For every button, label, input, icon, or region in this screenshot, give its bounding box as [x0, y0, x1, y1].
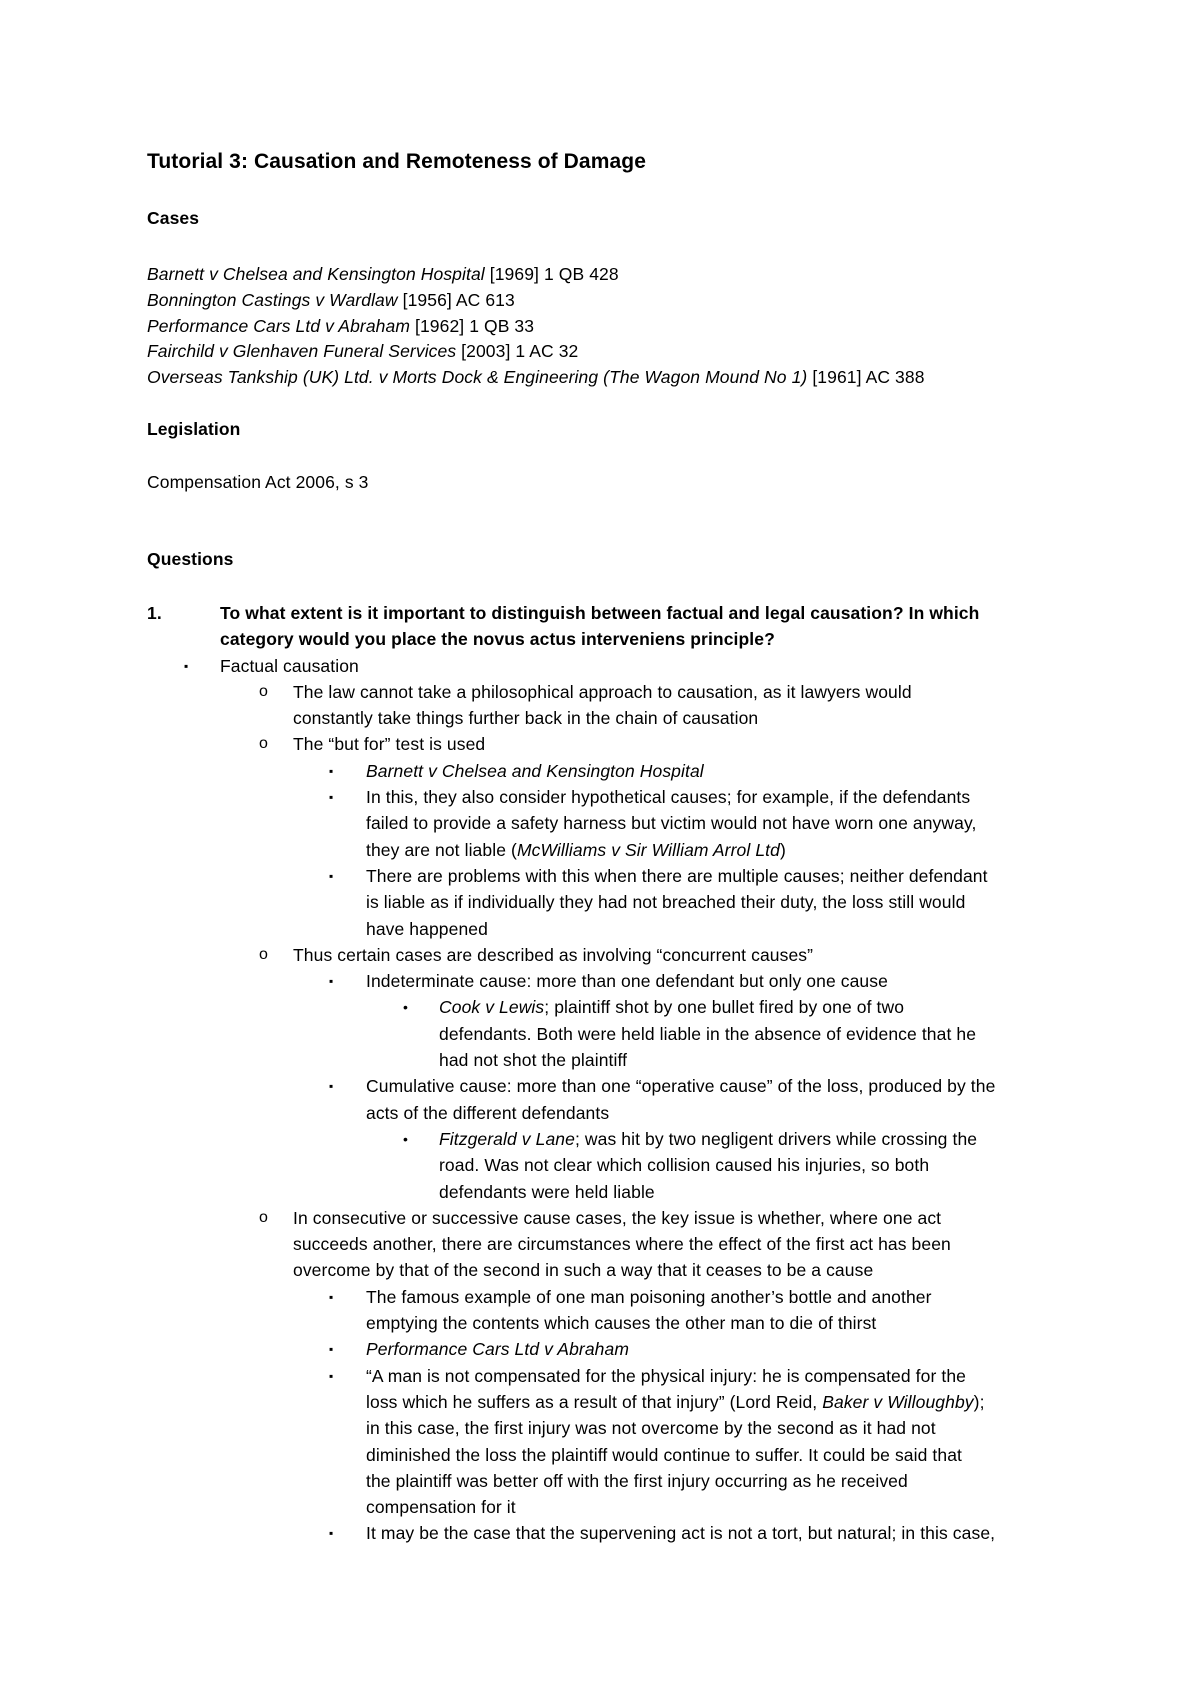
- question-text: category would you place the novus actus interveniens principle?: [220, 629, 775, 650]
- list-item-continuation: [147, 837, 1097, 863]
- case-name: Fairchild v Glenhaven Funeral Services: [147, 341, 457, 362]
- list-item-continuation: [147, 889, 1097, 915]
- list-item-continuation: [147, 1100, 1097, 1126]
- square-bullet-icon: ▪: [329, 1289, 334, 1304]
- case-item: [147, 262, 925, 288]
- case-item: [147, 365, 925, 391]
- list-item: [147, 679, 1097, 705]
- square-bullet-icon: ▪: [329, 1079, 334, 1094]
- note-text: failed to provide a safety harness but victim would not have worn one anyway,: [366, 813, 977, 834]
- list-item: [147, 731, 1097, 757]
- case-citation: [1956] AC 613: [397, 289, 515, 310]
- case-citation: [1962] 1 QB 33: [410, 315, 535, 336]
- case-item: [147, 288, 925, 314]
- case-name: Overseas Tankship (UK) Ltd. v Morts Dock & Engineering (The Wagon Mound No 1): [147, 367, 808, 388]
- note-text: they are not liable (: [366, 839, 517, 860]
- note-text: The “but for” test is used: [293, 734, 486, 755]
- list-item-continuation: [147, 1021, 1097, 1047]
- note-text: in this case, the first injury was not overcome by the second as it had not: [366, 1418, 936, 1439]
- note-text: The famous example of one man poisoning another’s bottle and another: [366, 1286, 932, 1307]
- note-text: defendants. Both were held liable in the absence of evidence that he: [439, 1023, 977, 1044]
- list-item: [147, 653, 1097, 679]
- list-item: [147, 863, 1097, 889]
- note-text: ): [779, 839, 786, 860]
- case-reference: McWilliams v Sir William Arrol Ltd: [516, 839, 780, 860]
- list-item-continuation: [147, 705, 1097, 731]
- list-item-continuation: [147, 1047, 1097, 1073]
- legislation-item: Compensation Act 2006, s 3: [147, 472, 369, 492]
- list-item-continuation: [147, 1468, 1097, 1494]
- question-line: [147, 626, 1097, 652]
- note-text: “A man is not compensated for the physical injury: he is compensated for the: [366, 1365, 966, 1386]
- note-text: diminished the loss the plaintiff would continue to suffer. It could be said that: [366, 1444, 963, 1465]
- note-text: had not shot the plaintiff: [439, 1050, 628, 1071]
- list-item-continuation: [147, 1442, 1097, 1468]
- list-item-continuation: [147, 916, 1097, 942]
- note-text: Indeterminate cause: more than one defendant but only one cause: [366, 971, 888, 992]
- legislation-heading: Legislation: [147, 419, 241, 439]
- list-item-continuation: [147, 1257, 1097, 1283]
- case-citation: [2003] 1 AC 32: [456, 341, 579, 362]
- note-text: succeeds another, there are circumstances where the effect of the first act has been: [293, 1234, 951, 1255]
- list-item: [147, 1520, 1097, 1546]
- cases-heading: Cases: [147, 208, 200, 228]
- questions-heading: Questions: [147, 549, 234, 569]
- list-item-continuation: [147, 1179, 1097, 1205]
- list-item-continuation: [147, 1231, 1097, 1257]
- note-text: is liable as if individually they had not breached their duty, the loss still would: [366, 892, 966, 913]
- note-text: Thus certain cases are described as involving “concurrent causes”: [293, 944, 814, 965]
- circle-bullet-icon: o: [259, 735, 268, 753]
- circle-bullet-icon: o: [259, 682, 268, 700]
- list-item-continuation: [147, 810, 1097, 836]
- case-reference: Cook v Lewis: [439, 997, 545, 1018]
- note-text: The law cannot take a philosophical approach to causation, as it lawyers would: [293, 681, 912, 702]
- note-text: road. Was not clear which collision caused his injuries, so both: [439, 1155, 930, 1176]
- case-name: Performance Cars Ltd v Abraham: [147, 315, 411, 336]
- square-bullet-icon: ▪: [329, 868, 334, 883]
- list-item: [147, 942, 1097, 968]
- note-text: In consecutive or successive cause cases, the key issue is whether, where one act: [293, 1207, 942, 1228]
- note-text: ; was hit by two negligent drivers while crossing the: [574, 1128, 978, 1149]
- list-item: [147, 994, 1097, 1020]
- note-text: There are problems with this when there are multiple causes; neither defendant: [366, 865, 988, 886]
- note-text: ; plaintiff shot by one bullet fired by one of two: [544, 997, 905, 1018]
- list-item: [147, 1363, 1097, 1389]
- note-text: It may be the case that the supervening act is not a tort, but natural; in this case,: [366, 1523, 996, 1544]
- case-reference: Baker v Willoughby: [822, 1391, 974, 1412]
- note-text: loss which he suffers as a result of that injury” (Lord Reid,: [366, 1391, 823, 1412]
- square-bullet-icon: ▪: [184, 658, 189, 673]
- square-bullet-icon: ▪: [329, 1526, 334, 1541]
- dot-bullet-icon: •: [403, 1130, 409, 1147]
- note-text: Factual causation: [220, 655, 359, 676]
- circle-bullet-icon: o: [259, 1208, 268, 1226]
- list-item: [147, 1284, 1097, 1310]
- list-item: [147, 784, 1097, 810]
- list-item: [147, 1126, 1097, 1152]
- list-item: [147, 1073, 1097, 1099]
- case-citation: [1969] 1 QB 428: [484, 264, 619, 284]
- list-item: [147, 1205, 1097, 1231]
- note-text: overcome by that of the second in such a way that it ceases to be a cause: [293, 1260, 874, 1281]
- questions-list: [147, 600, 1097, 1547]
- square-bullet-icon: ▪: [329, 1342, 334, 1357]
- square-bullet-icon: ▪: [329, 974, 334, 989]
- question-number: 1.: [147, 603, 162, 623]
- list-item-continuation: [147, 1310, 1097, 1336]
- note-text: In this, they also consider hypothetical causes; for example, if the defendants: [366, 787, 971, 808]
- case-reference: Fitzgerald v Lane: [439, 1128, 575, 1149]
- case-item: [147, 314, 925, 340]
- note-text: defendants were held liable: [439, 1181, 655, 1202]
- list-item: [147, 968, 1097, 994]
- circle-bullet-icon: o: [259, 945, 268, 963]
- square-bullet-icon: ▪: [329, 763, 334, 778]
- square-bullet-icon: ▪: [329, 1368, 334, 1383]
- square-bullet-icon: ▪: [329, 790, 334, 805]
- note-text: compensation for it: [366, 1497, 516, 1518]
- question-text: To what extent is it important to distinguish between factual and legal causation? In which: [220, 603, 980, 623]
- note-text: the plaintiff was better off with the first injury occurring as he received: [366, 1470, 908, 1491]
- list-item-continuation: [147, 1389, 1097, 1415]
- list-item-continuation: [147, 1152, 1097, 1178]
- note-text: );: [973, 1391, 985, 1412]
- list-item-continuation: [147, 1494, 1097, 1520]
- case-citation: [1961] AC 388: [807, 367, 925, 388]
- list-item-continuation: [147, 1415, 1097, 1441]
- case-item: [147, 339, 925, 365]
- list-item: [147, 1336, 1097, 1362]
- list-item: [147, 758, 1097, 784]
- note-text: emptying the contents which causes the other man to die of thirst: [366, 1313, 877, 1334]
- note-text: acts of the different defendants: [366, 1102, 610, 1123]
- note-text: have happened: [366, 918, 488, 939]
- case-name: Barnett v Chelsea and Kensington Hospital: [147, 264, 485, 284]
- case-reference: Barnett v Chelsea and Kensington Hospital: [366, 760, 704, 781]
- page-title: Tutorial 3: Causation and Remoteness of Damage: [147, 150, 646, 173]
- case-name: Bonnington Castings v Wardlaw: [147, 289, 398, 310]
- question-line: [147, 600, 1097, 626]
- case-reference: Performance Cars Ltd v Abraham: [366, 1339, 630, 1360]
- note-text: constantly take things further back in the chain of causation: [293, 708, 759, 729]
- note-text: Cumulative cause: more than one “operative cause” of the loss, produced by the: [366, 1076, 996, 1097]
- dot-bullet-icon: •: [403, 999, 409, 1016]
- cases-list: [147, 262, 925, 391]
